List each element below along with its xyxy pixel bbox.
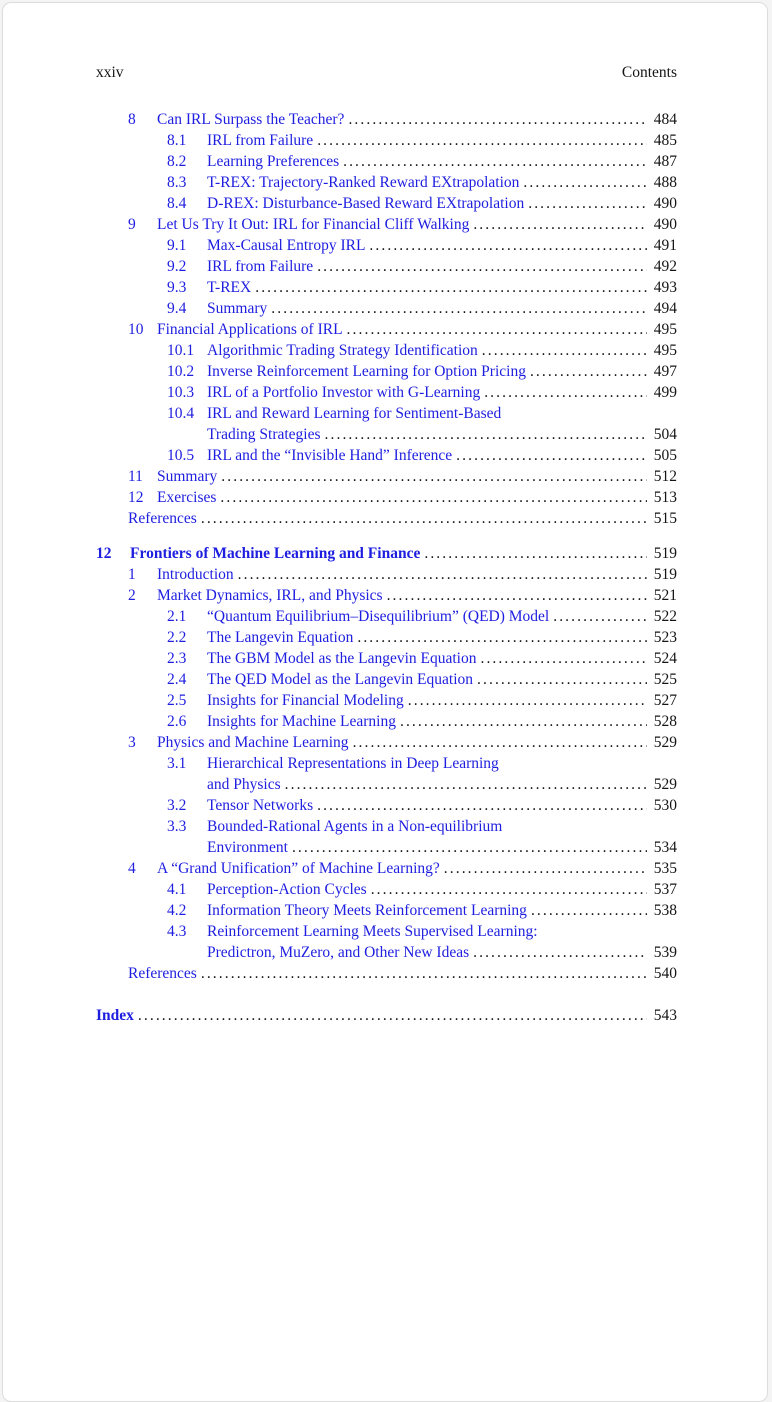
toc-entry[interactable] [96, 382, 677, 403]
toc-entry[interactable] [96, 424, 677, 445]
entry-page: 525 [653, 671, 677, 688]
leader-dots [452, 445, 647, 466]
entry-title: T-REX [207, 279, 252, 296]
leader-dots [197, 963, 647, 984]
leader-dots [216, 487, 647, 508]
toc-entry[interactable] [96, 319, 677, 340]
toc-entry[interactable] [96, 858, 677, 879]
entry-title: Predictron, MuZero, and Other New Ideas [207, 944, 470, 961]
page-folio: xxiv [96, 64, 124, 81]
leader-dots [420, 543, 647, 564]
entry-number: 3 [128, 734, 136, 751]
entry-page: 540 [653, 965, 677, 982]
entry-page: 512 [653, 468, 677, 485]
leader-dots [134, 1005, 647, 1026]
leader-dots [383, 585, 647, 606]
entry-page: 487 [653, 153, 677, 170]
entry-number: 9.3 [167, 279, 187, 296]
entry-page: 505 [653, 447, 677, 464]
leader-dots [469, 214, 647, 235]
entry-number: 1 [128, 566, 136, 583]
entry-title: Exercises [157, 489, 217, 506]
entry-number: 11 [128, 468, 143, 485]
entry-number: 8.1 [167, 132, 187, 149]
leader-dots [440, 858, 647, 879]
toc-entry[interactable] [96, 606, 677, 627]
leader-dots [365, 235, 647, 256]
toc-entry[interactable] [96, 627, 677, 648]
entry-number: 10.2 [167, 363, 195, 380]
entry-number: 8.4 [167, 195, 187, 212]
entry-title: Frontiers of Machine Learning and Finance [130, 545, 421, 562]
entry-title: Inverse Reinforcement Learning for Option Pricing [207, 363, 526, 380]
leader-dots [349, 732, 647, 753]
entry-page: 523 [653, 629, 677, 646]
entry-number: 9 [128, 216, 136, 233]
entry-title: Learning Preferences [207, 153, 340, 170]
entry-number: 3.3 [167, 818, 187, 835]
entry-page: 490 [653, 216, 677, 233]
leader-dots [367, 879, 647, 900]
leader-dots [478, 340, 647, 361]
toc-entry[interactable] [96, 753, 677, 774]
entry-title: Summary [157, 468, 218, 485]
entry-number: 10 [128, 321, 144, 338]
leader-dots [473, 669, 647, 690]
entry-page: 537 [653, 881, 677, 898]
toc-entry[interactable] [96, 298, 677, 319]
toc-entry[interactable] [96, 151, 677, 172]
entry-page: 499 [653, 384, 677, 401]
toc-entry[interactable] [96, 403, 677, 424]
entry-title: and Physics [207, 776, 281, 793]
toc-entry[interactable] [96, 921, 677, 942]
entry-page: 522 [653, 608, 677, 625]
entry-title: Can IRL Surpass the Teacher? [157, 111, 345, 128]
entry-title: IRL and Reward Learning for Sentiment-Based [207, 405, 502, 422]
leader-dots [281, 774, 647, 795]
entry-title: Bounded-Rational Agents in a Non-equilibrium [207, 818, 503, 835]
entry-number: 9.4 [167, 300, 187, 317]
leader-dots [313, 130, 647, 151]
toc-entry[interactable] [96, 235, 677, 256]
toc-entry[interactable] [96, 732, 677, 753]
page-content [3, 3, 767, 1026]
toc-entry[interactable] [96, 445, 677, 466]
entry-page: 491 [653, 237, 677, 254]
entry-title: IRL and the “Invisible Hand” Inference [207, 447, 453, 464]
entry-title: A “Grand Unification” of Machine Learning? [157, 860, 440, 877]
toc-entry[interactable] [96, 193, 677, 214]
toc-entry[interactable] [96, 963, 677, 984]
toc-entry[interactable] [96, 172, 677, 193]
book-page [2, 2, 768, 1402]
leader-dots [197, 508, 647, 529]
leader-dots [469, 942, 647, 963]
entry-number: 2.2 [167, 629, 187, 646]
toc-entry[interactable] [96, 130, 677, 151]
entry-title: Financial Applications of IRL [157, 321, 343, 338]
leader-dots [339, 151, 647, 172]
entry-title: Insights for Financial Modeling [207, 692, 404, 709]
entry-number: 8.3 [167, 174, 187, 191]
entry-page: 515 [653, 510, 677, 527]
entry-title: “Quantum Equilibrium–Disequilibrium” (QED) Model [207, 608, 550, 625]
entry-number: 10.5 [167, 447, 195, 464]
toc-entry[interactable] [96, 361, 677, 382]
leader-dots [404, 690, 647, 711]
entry-title: Physics and Machine Learning [157, 734, 349, 751]
entry-title: Reinforcement Learning Meets Supervised Learning: [207, 923, 538, 940]
toc-entry[interactable] [96, 942, 677, 963]
entry-title: The GBM Model as the Langevin Equation [207, 650, 477, 667]
entry-number: 3.2 [167, 797, 187, 814]
toc-entry[interactable] [96, 508, 677, 529]
leader-dots [527, 900, 647, 921]
leader-dots [526, 361, 647, 382]
entry-page: 490 [653, 195, 677, 212]
toc-entry[interactable] [96, 711, 677, 732]
entry-number: 2.6 [167, 713, 187, 730]
entry-number: 4 [128, 860, 136, 877]
toc-entry[interactable] [96, 543, 677, 564]
entry-title: Trading Strategies [207, 426, 321, 443]
entry-number: 10.1 [167, 342, 195, 359]
entry-page: 529 [653, 776, 677, 793]
toc-entry[interactable] [96, 487, 677, 508]
leader-dots [549, 606, 647, 627]
entry-title: Summary [207, 300, 268, 317]
toc-entry[interactable] [96, 109, 677, 130]
entry-page: 543 [653, 1007, 677, 1024]
entry-number: 2.4 [167, 671, 187, 688]
entry-number: 10.4 [167, 405, 195, 422]
entry-number: 10.3 [167, 384, 195, 401]
entry-number: 4.1 [167, 881, 187, 898]
entry-number: 4.2 [167, 902, 187, 919]
entry-page: 488 [653, 174, 677, 191]
running-head [96, 63, 677, 83]
toc-entry[interactable] [96, 1005, 677, 1026]
toc-entry[interactable] [96, 900, 677, 921]
entry-title: IRL from Failure [207, 258, 314, 275]
entry-page: 495 [653, 321, 677, 338]
entry-page: 513 [653, 489, 677, 506]
entry-number: 2 [128, 587, 136, 604]
entry-title: Perception-Action Cycles [207, 881, 367, 898]
leader-dots [343, 319, 647, 340]
toc-entry[interactable] [96, 669, 677, 690]
entry-number: 12 [96, 545, 112, 562]
entry-title: References [128, 965, 197, 982]
entry-page: 492 [653, 258, 677, 275]
entry-page: 524 [653, 650, 677, 667]
entry-page: 493 [653, 279, 677, 296]
entry-page: 504 [653, 426, 677, 443]
toc-entry[interactable] [96, 816, 677, 837]
entry-number: 2.3 [167, 650, 187, 667]
entry-page: 534 [653, 839, 677, 856]
toc-entry[interactable] [96, 340, 677, 361]
toc-entry[interactable] [96, 795, 677, 816]
entry-page: 529 [653, 734, 677, 751]
entry-title: Tensor Networks [207, 797, 314, 814]
toc-entry[interactable] [96, 214, 677, 235]
leader-dots [313, 795, 647, 816]
toc-entry[interactable] [96, 466, 677, 487]
leader-dots [313, 256, 647, 277]
toc-entry[interactable] [96, 837, 677, 858]
leader-dots [353, 627, 647, 648]
entry-number: 9.1 [167, 237, 187, 254]
entry-title: T-REX: Trajectory-Ranked Reward EXtrapolation [207, 174, 520, 191]
leader-dots [267, 298, 647, 319]
entry-title: Let Us Try It Out: IRL for Financial Cliff Walking [157, 216, 470, 233]
entry-number: 3.1 [167, 755, 187, 772]
entry-title: Index [96, 1007, 134, 1024]
leader-dots [519, 172, 647, 193]
leader-dots [524, 193, 647, 214]
entry-number: 2.5 [167, 692, 187, 709]
entry-page: 528 [653, 713, 677, 730]
entry-number: 8 [128, 111, 136, 128]
toc-entry[interactable] [96, 277, 677, 298]
entry-title: Environment [207, 839, 288, 856]
entry-page: 497 [653, 363, 677, 380]
entry-page: 519 [653, 566, 677, 583]
entry-page: 494 [653, 300, 677, 317]
entry-page: 538 [653, 902, 677, 919]
leader-dots [217, 466, 647, 487]
toc-entry[interactable] [96, 879, 677, 900]
entry-title: D-REX: Disturbance-Based Reward EXtrapolation [207, 195, 525, 212]
entry-title: Algorithmic Trading Strategy Identification [207, 342, 478, 359]
entry-page: 485 [653, 132, 677, 149]
entry-page: 535 [653, 860, 677, 877]
toc-entry[interactable] [96, 564, 677, 585]
entry-page: 521 [653, 587, 677, 604]
entry-title: The QED Model as the Langevin Equation [207, 671, 474, 688]
leader-dots [344, 109, 647, 130]
leader-dots [476, 648, 647, 669]
leader-dots [234, 564, 647, 585]
leader-dots [321, 424, 647, 445]
entry-page: 539 [653, 944, 677, 961]
entry-page: 527 [653, 692, 677, 709]
leader-dots [480, 382, 647, 403]
entry-title: Information Theory Meets Reinforcement Learning [207, 902, 527, 919]
entry-number: 2.1 [167, 608, 187, 625]
entry-page: 519 [653, 545, 677, 562]
leader-dots [251, 277, 647, 298]
entry-title: Market Dynamics, IRL, and Physics [157, 587, 383, 604]
entry-title: The Langevin Equation [207, 629, 354, 646]
leader-dots [396, 711, 647, 732]
entry-title: Insights for Machine Learning [207, 713, 396, 730]
toc-entry[interactable] [96, 690, 677, 711]
entry-title: Hierarchical Representations in Deep Learning [207, 755, 499, 772]
entry-page: 530 [653, 797, 677, 814]
entry-page: 484 [653, 111, 677, 128]
entry-title: Max-Causal Entropy IRL [207, 237, 366, 254]
toc-entry[interactable] [96, 648, 677, 669]
entry-number: 9.2 [167, 258, 187, 275]
toc-list [96, 109, 677, 1026]
entry-title: References [128, 510, 197, 527]
entry-page: 495 [653, 342, 677, 359]
toc-entry[interactable] [96, 256, 677, 277]
entry-title: IRL from Failure [207, 132, 314, 149]
leader-dots [288, 837, 647, 858]
toc-entry[interactable] [96, 585, 677, 606]
entry-title: IRL of a Portfolio Investor with G-Learning [207, 384, 481, 401]
running-header-title: Contents [621, 64, 677, 81]
entry-number: 12 [128, 489, 144, 506]
entry-number: 8.2 [167, 153, 187, 170]
toc-entry[interactable] [96, 774, 677, 795]
entry-number: 4.3 [167, 923, 187, 940]
entry-title: Introduction [157, 566, 234, 583]
